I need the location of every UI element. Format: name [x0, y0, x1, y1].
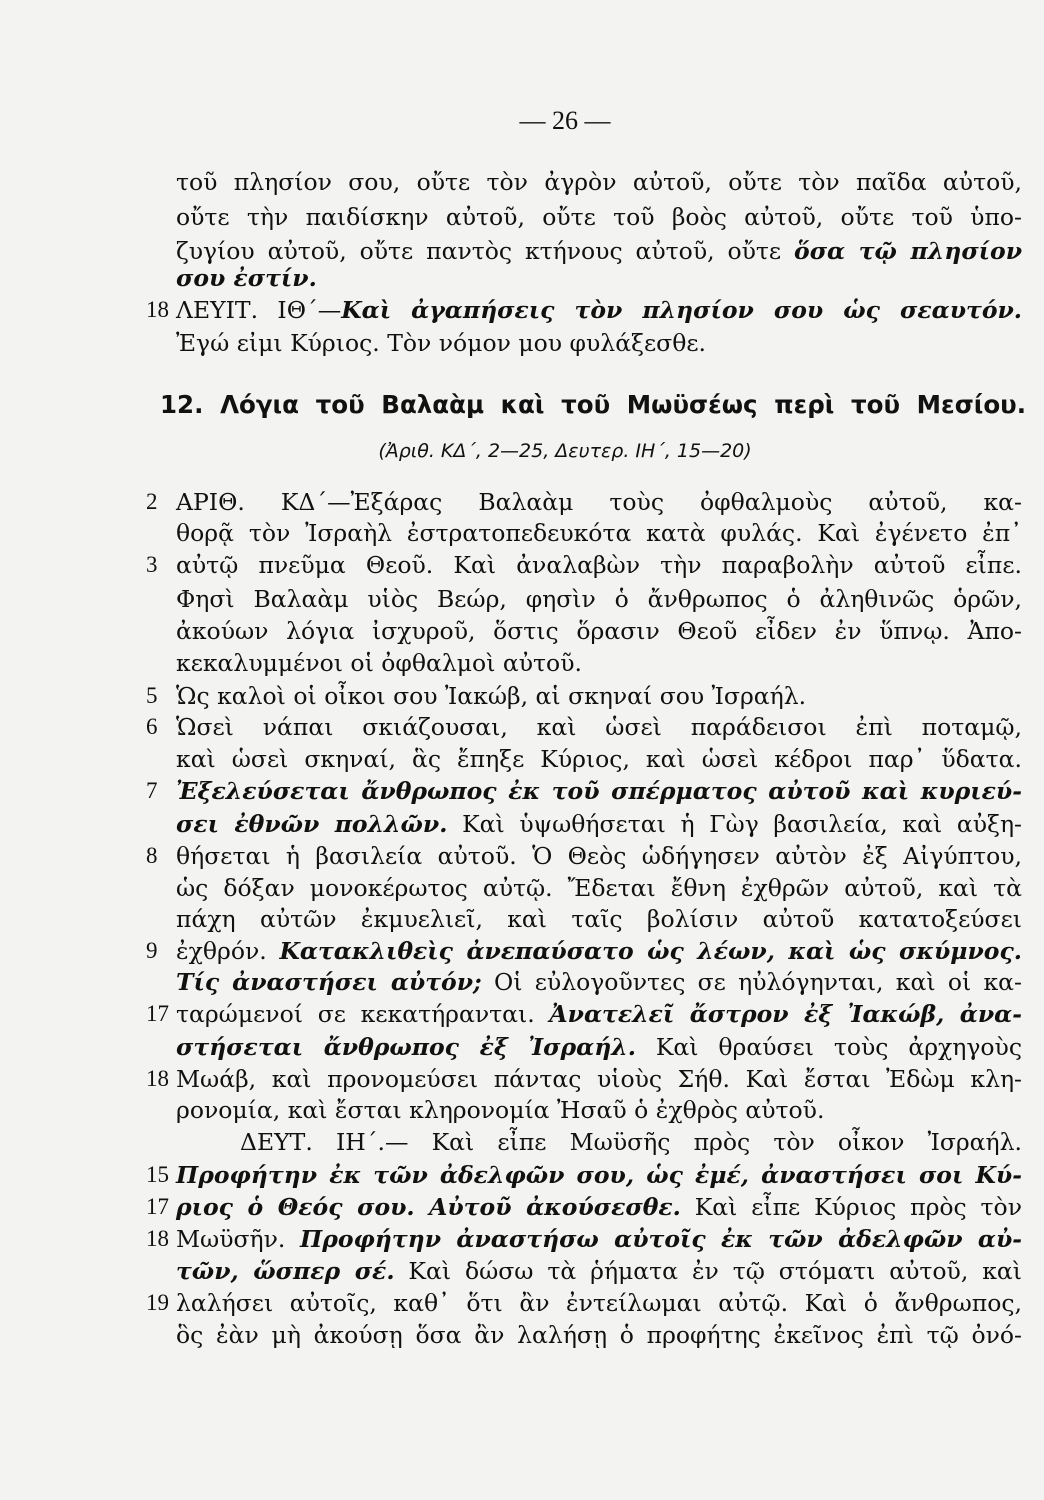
- text-line: κεκαλυμμένοι οἱ ὀφθαλμοὶ αὐτοῦ.: [176, 649, 582, 677]
- emphasis-span: Προφήτην ἀναστήσω αὐτοῖς ἐκ τῶν ἀδελφῶν αὐ-: [300, 1225, 1023, 1253]
- emphasis-span: τῶν, ὥσπερ σέ.: [176, 1257, 395, 1285]
- text-line: τοῦ πλησίον σου, οὔτε τὸν ἀγρὸν αὐτοῦ, οὔτε τὸν παῖδα αὐτοῦ,: [176, 168, 1022, 196]
- text-line: σου ἐστίν.: [176, 264, 317, 292]
- verse-number: 6: [146, 714, 158, 739]
- scripture-reference: (Ἀριθ. ΚΔ΄, 2—25, Δευτερ. ΙΗ΄, 15—20): [378, 440, 752, 462]
- text-line: ΑΡΙΘ. ΚΔ΄—Ἐξάρας Βαλαὰμ τοὺς ὀφθαλμοὺς αὐτοῦ, κα-: [176, 488, 1022, 516]
- text-line: [176, 998, 1022, 1030]
- verse-number: 8: [146, 843, 158, 868]
- text-line: Ὡσεὶ νάπαι σκιάζουσαι, καὶ ὡσεὶ παράδεισοι ἐπὶ ποταμῷ,: [176, 713, 1022, 741]
- text-line: ρονομία, καὶ ἔσται κληρονομία Ἠσαῦ ὁ ἐχθρὸς αὐτοῦ.: [176, 1096, 825, 1124]
- emphasis-span: Ἀνατελεῖ ἄστρον ἐξ Ἰακώβ, ἀνα-: [549, 1000, 1023, 1028]
- text-line: Ἐγώ εἰμι Κύριος. Τὸν νόμον μου φυλάξεσθε.: [176, 329, 707, 357]
- verse-number: 2: [146, 489, 158, 514]
- verse-number: 15: [146, 1162, 169, 1187]
- text-line: θήσεται ἡ βασιλεία αὐτοῦ. Ὁ Θεὸς ὡδήγησεν αὐτὸν ἐξ Αἰγύπτου,: [176, 842, 1022, 870]
- text-span: ζυγίου αὐτοῦ, οὔτε παντὸς κτήνους αὐτοῦ, οὔτε: [176, 237, 782, 265]
- text-line: [176, 1223, 1022, 1255]
- text-line: θορᾷ τὸν Ἰσραὴλ ἐστρατοπεδευκότα κατὰ φυλάς. Καὶ ἐγένετο ἐπ᾽: [176, 519, 1022, 547]
- text-line: [176, 1255, 1022, 1287]
- verse-number: 9: [146, 938, 158, 963]
- text-line: Μωάβ, καὶ προνομεύσει πάντας υἱοὺς Σήθ. Καὶ ἔσται Ἐδὼμ κλη-: [176, 1065, 1022, 1093]
- text-line: [176, 966, 1022, 998]
- text-span: ταρώμενοί σε κεκατήρανται.: [176, 1000, 550, 1028]
- emphasis-span: ριος ὁ Θεός σου. Αὐτοῦ ἀκούσεσθε.: [176, 1193, 681, 1221]
- text-line: καὶ ὡσεὶ σκηναί, ἃς ἔπηξε Κύριος, καὶ ὡσεὶ κέδροι παρ᾽ ὕδατα.: [176, 745, 1022, 773]
- emphasis-span: Καὶ ἀγαπήσεις τὸν πλησίον σου ὡς σεαυτόν.: [341, 296, 1022, 324]
- emphasis-span: ὅσα τῷ πλησίον: [794, 237, 1022, 265]
- text-span: ἐχθρόν.: [176, 937, 280, 965]
- verse-number: 18: [146, 1066, 169, 1091]
- text-line: Ἐξελεύσεται ἄνθρωπος ἐκ τοῦ σπέρματος αὐτοῦ καὶ κυριεύ-: [176, 777, 1022, 805]
- text-line: Ὡς καλοὶ οἱ οἶκοι σου Ἰακώβ, αἱ σκηναί σου Ἰσραήλ.: [176, 682, 807, 710]
- text-span: ΛΕΥΙΤ. ΙΘ΄—: [176, 296, 342, 324]
- section-heading: 12. Λόγια τοῦ Βαλαὰμ καὶ τοῦ Μωϋσέως περὶ τοῦ Μεσίου.: [160, 390, 1026, 419]
- text-line: [176, 1191, 1022, 1223]
- text-line: οὔτε τὴν παιδίσκην αὐτοῦ, οὔτε τοῦ βοὸς αὐτοῦ, οὔτε τοῦ ὑπο-: [176, 203, 1022, 231]
- text-line: [176, 935, 1022, 967]
- emphasis-span: Τίς ἀναστήσει αὐτόν;: [176, 968, 482, 996]
- emphasis-span: στήσεται ἄνθρωπος ἐξ Ἰσραήλ.: [176, 1033, 636, 1061]
- emphasis-span: Κατακλιθεὶς ἀνεπαύσατο ὡς λέων, καὶ ὡς σκύμνος.: [279, 937, 1022, 965]
- page-number: — 26 —: [519, 106, 611, 135]
- text-line: λαλήσει αὐτοῖς, καθ᾽ ὅτι ἂν ἐντείλωμαι αὐτῷ. Καὶ ὁ ἄνθρωπος,: [176, 1289, 1022, 1317]
- text-line: [176, 1031, 1022, 1063]
- text-line: ΔΕΥΤ. ΙΗ΄.— Καὶ εἶπε Μωϋσῆς πρὸς τὸν οἶκον Ἰσραήλ.: [240, 1128, 1022, 1156]
- emphasis-span: σει ἐθνῶν πολλῶν.: [176, 810, 448, 838]
- text-span: Καὶ δώσω τὰ ῥήματα ἐν τῷ στόματι αὐτοῦ, καὶ: [394, 1257, 1022, 1285]
- text-line: Φησὶ Βαλαὰμ υἱὸς Βεώρ, φησὶν ὁ ἄνθρωπος ὁ ἀληθινῶς ὁρῶν,: [176, 585, 1022, 613]
- text-span: Καὶ ὑψωθήσεται ἡ Γὼγ βασιλεία, καὶ αὐξη-: [447, 810, 1022, 838]
- verse-number: 17: [146, 1001, 169, 1026]
- text-line: ὡς δόξαν μονοκέρωτος αὐτῷ. Ἔδεται ἔθνη ἐχθρῶν αὐτοῦ, καὶ τὰ: [176, 874, 1022, 902]
- text-line: ἀκούων λόγια ἰσχυροῦ, ὅστις ὅρασιν Θεοῦ εἶδεν ἐν ὕπνῳ. Ἀπο-: [176, 617, 1022, 645]
- text-line: [176, 808, 1022, 840]
- verse-number: 3: [146, 552, 158, 577]
- text-line: [176, 294, 1022, 326]
- text-span: Καὶ θραύσει τοὺς ἀρχηγοὺς: [635, 1033, 1023, 1061]
- text-span: Καὶ εἶπε Κύριος πρὸς τὸν: [680, 1193, 1022, 1221]
- text-span: Μωϋσῆν.: [176, 1225, 301, 1253]
- verse-number: 18: [146, 297, 169, 322]
- verse-number: 17: [146, 1194, 169, 1219]
- text-line: ὃς ἐὰν μὴ ἀκούσῃ ὅσα ἂν λαλήσῃ ὁ προφήτης ἐκεῖνος ἐπὶ τῷ ὀνό-: [176, 1321, 1022, 1349]
- verse-number: 19: [146, 1290, 169, 1315]
- text-span: Οἱ εὐλογοῦντες σε ηὐλόγηνται, καὶ οἱ κα-: [481, 968, 1022, 996]
- text-line: αὐτῷ πνεῦμα Θεοῦ. Καὶ ἀναλαβὼν τὴν παραβολὴν αὐτοῦ εἶπε.: [176, 551, 1022, 579]
- text-line: Προφήτην ἐκ τῶν ἀδελφῶν σου, ὡς ἐμέ, ἀναστήσει σοι Κύ-: [176, 1161, 1022, 1189]
- verse-number: 7: [146, 778, 158, 803]
- verse-number: 18: [146, 1226, 169, 1251]
- verse-number: 5: [146, 683, 158, 708]
- text-line: πάχη αὐτῶν ἐκμυελιεῖ, καὶ ταῖς βολίσιν αὐτοῦ κατατοξεύσει: [176, 905, 1022, 933]
